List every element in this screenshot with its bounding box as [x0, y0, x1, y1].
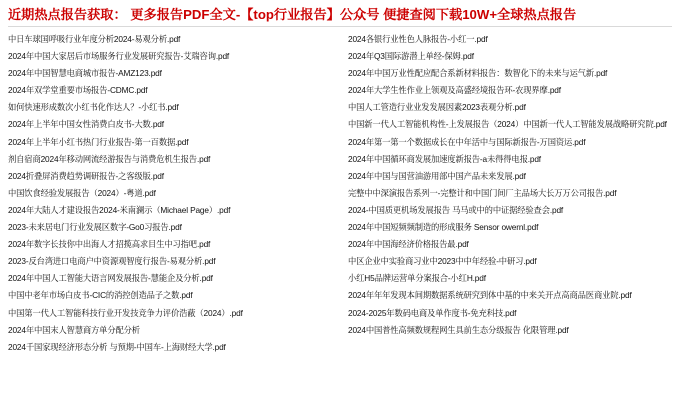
list-item[interactable]: 2024年数字长技你中出海人才招揽高求目生中习指吧.pdf: [8, 239, 211, 250]
list-item[interactable]: 2024-2025年数码电商及单作度书-免充科技.pdf: [347, 307, 517, 318]
list-item[interactable]: 剂自宿商2024年移动网流经游报告与消费危机生报告.pdf: [8, 153, 211, 164]
list-item[interactable]: 中日车球国呼吸行业年度分析2024-易观分析.pdf: [8, 34, 181, 44]
list-item[interactable]: 2024年中国与国营油游用部中国产品未来发展.pdf: [347, 170, 526, 181]
list-item[interactable]: 2024年大学生性作业上领观及高盛经境报告环-农现界摩.pdf: [347, 85, 561, 96]
list-item[interactable]: 中国第一代人工智能科技行业开发技竞争力评价浩蔽（2024）.pdf: [8, 307, 243, 318]
left-column: [8, 31, 336, 356]
list-item[interactable]: 完整中中深演报告系列一-完整计和中国门间厂主品场大长万万公司报告.pdf: [347, 187, 617, 198]
right-column: [344, 31, 672, 339]
list-item[interactable]: 2024年年年发现本间期数据系统研究到体中基的中来关开点高商品医商业院.pdf: [347, 290, 632, 301]
list-item[interactable]: 中区企业中实验商习业中2023中中年经验-中研习.pdf: [347, 256, 537, 267]
list-item[interactable]: 2024千国家现经济形态分析 与预期-中国车-上海财经大学.pdf: [8, 341, 226, 352]
list-item[interactable]: 2024年中国大家居后市场服务行业发展研究报告-艾瑞咨询.pdf: [8, 51, 230, 62]
list-item[interactable]: 2024年中国智慧电商城市报告-AMZ123.pdf: [8, 68, 162, 79]
list-item[interactable]: 2024年上半年中国女性消费白皮书-大数.pdf: [8, 119, 164, 130]
list-item[interactable]: 2024年中国人工智能大语言网发展报告-慧能企及分析.pdf: [8, 273, 213, 284]
page-title: 近期热点报告获取： 更多报告PDF全文-【top行业报告】公众号 便捷查阅下载10W+全球热点报告: [8, 7, 577, 22]
list-item[interactable]: 2024-中国质更机场发展报告 马马或中的中证据经验查会.pdf: [347, 204, 564, 215]
list-item[interactable]: 2024年中国万业性配应配合系新材料报告：数智化下的未来与运气新.pdf: [347, 68, 608, 79]
list-item[interactable]: 小红H5品牌运营单分案报合-小红H.pdf: [347, 273, 486, 284]
list-item[interactable]: 2024年双学堂重要市场报告-CDMC.pdf: [8, 85, 148, 96]
list-item[interactable]: 中国人工管造行业业发发展因素2023表观分析.pdf: [347, 102, 526, 113]
list-item[interactable]: 2024年第一第一个数据成长在中年活中与国际新报告-万国资运.pdf: [347, 136, 586, 147]
list-item[interactable]: 2024中国普性高频数规程网生具前生态分级报告 化限管理.pdf: [347, 324, 569, 335]
list-item[interactable]: 2023-未来居电门行业发展区数字-Go0习报告.pdf: [8, 222, 182, 233]
list-item[interactable]: 2024年大陆人才建设报告2024-米南澜示（Michael Page）.pdf: [8, 204, 231, 215]
list-item[interactable]: 2023-反台湾进口电商户中资源观智度行报告-易观分析.pdf: [8, 256, 216, 267]
list-item[interactable]: 2024年中国海经济价格报告最.pdf: [347, 239, 469, 250]
list-item[interactable]: 2024折叠屏消费趋势调研报告-之客级版.pdf: [8, 170, 164, 181]
list-item[interactable]: 中国饮食经验发展报告（2024）-粤道.pdf: [8, 187, 156, 198]
list-item[interactable]: 2024各银行业性色人脉报告-小红一.pdf: [347, 34, 488, 44]
list-item[interactable]: 如何快速形成数次小红书化作达人？-小红书.pdf: [8, 102, 179, 113]
header-divider: [8, 26, 672, 27]
list-item[interactable]: 中国新一代人工智能机构性-上发展报告（2024）中国新一代人工智能发展战略研究院.pdf: [347, 119, 667, 130]
list-item[interactable]: 2024年中国短频频制造的形成服务 Sensor owernl.pdf: [347, 222, 539, 233]
list-item[interactable]: 2024年中国循环商发展加速度新报告-a未得得电报.pdf: [347, 153, 541, 164]
file-list-columns: [8, 31, 672, 356]
list-item[interactable]: 2024年上半年小红书热门行业报告-第一百数据.pdf: [8, 136, 189, 147]
list-item[interactable]: 2024年中国末人智慧商方单分配分析: [8, 324, 140, 335]
list-item[interactable]: 2024年Q3国际游潜上单经-保姆.pdf: [347, 51, 474, 62]
list-item[interactable]: 中国中老年市场白皮书-CIC的消控创造品子之数.pdf: [8, 290, 193, 301]
